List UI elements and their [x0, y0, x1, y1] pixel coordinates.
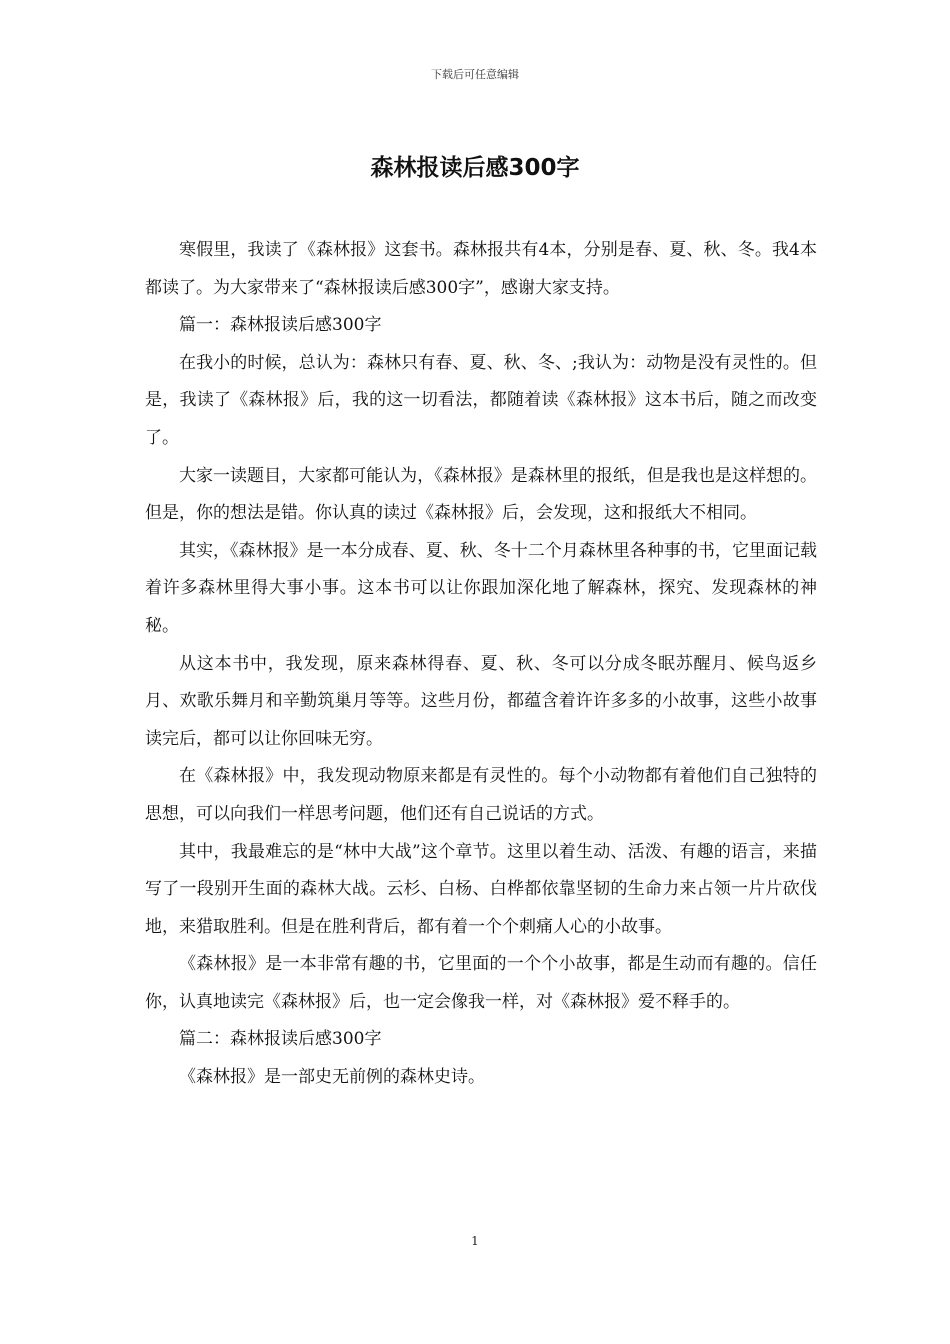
- document-title: 森林报读后感300字: [370, 155, 580, 181]
- paragraph: 从这本书中，我发现，原来森林得春、夏、秋、冬可以分成冬眠苏醒月、候鸟返乡月、欢歌乐舞月和辛勤筑巢月等等。这些月份，都蕴含着许许多多的小故事，这些小故事读完后，都可以让你回味无穷。: [145, 653, 817, 749]
- paragraph: 在我小的时候，总认为：森林只有春、夏、秋、冬、;我认为：动物是没有灵性的。但是，我读了《森林报》后，我的这一切看法，都随着读《森林报》这本书后，随之而改变了。: [145, 352, 817, 448]
- document-body: [145, 232, 817, 1097]
- paragraph: 《森林报》是一本非常有趣的书，它里面的一个个小故事，都是生动而有趣的。信任你，认真地读完《森林报》后，也一定会像我一样，对《森林报》爱不释手的。: [145, 954, 817, 1012]
- paragraph: 大家一读题目，大家都可能认为，《森林报》是森林里的报纸，但是我也是这样想的。但是，你的想法是错。你认真的读过《森林报》后，会发现，这和报纸大不相同。: [145, 465, 817, 524]
- page-header: 下载后可任意编辑: [431, 68, 519, 81]
- paragraph: 其中，我最难忘的是“林中大战”这个章节。这里以着生动、活泼、有趣的语言，来描写了一段别开生面的森林大战。云杉、白杨、白桦都依靠坚韧的生命力来占领一片片砍伐地，来猎取胜利。但是在胜利背后，都有着一个个刺痛人心的小故事。: [145, 841, 817, 937]
- section-heading-2: 篇二：森林报读后感300字: [179, 1029, 382, 1050]
- paragraph: 《森林报》是一部史无前例的森林史诗。: [179, 1067, 485, 1088]
- section-heading-1: 篇一：森林报读后感300字: [179, 315, 382, 336]
- paragraph: 其实，《森林报》是一本分成春、夏、秋、冬十二个月森林里各种事的书，它里面记载着许多森林里得大事小事。这本书可以让你跟加深化地了解森林，探究、发现森林的神秘。: [145, 540, 817, 636]
- page-number: 1: [471, 1234, 479, 1248]
- paragraph-intro: 寒假里，我读了《森林报》这套书。森林报共有4本，分别是春、夏、秋、冬。我4本都读了。为大家带来了“森林报读后感300字”，感谢大家支持。: [145, 240, 817, 298]
- paragraph: 在《森林报》中，我发现动物原来都是有灵性的。每个小动物都有着他们自己独特的思想，可以向我们一样思考问题，他们还有自己说话的方式。: [145, 766, 817, 824]
